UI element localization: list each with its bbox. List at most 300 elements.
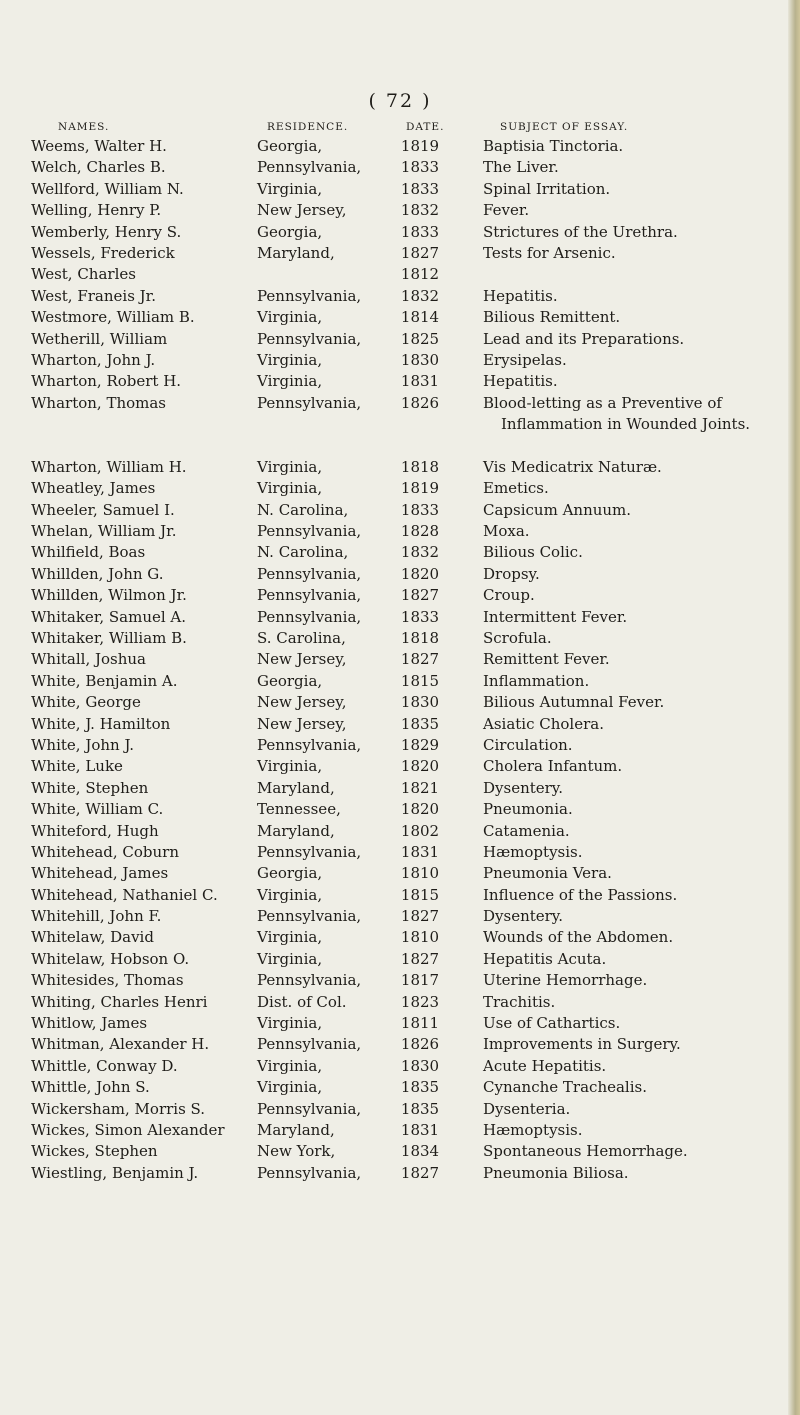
date-cell-text: 1835 bbox=[400, 1099, 440, 1118]
name-cell-text: Whiting, Charles Henri bbox=[31, 992, 208, 1011]
date-cell bbox=[390, 885, 450, 906]
name-cell bbox=[31, 628, 187, 649]
subject-cell-text: Bilious Colic. bbox=[483, 543, 583, 562]
residence-cell-text: New Jersey, bbox=[257, 650, 347, 669]
name-cell bbox=[31, 136, 167, 157]
subject-cell bbox=[483, 1163, 783, 1184]
date-cell bbox=[390, 136, 450, 157]
residence-cell-text: Maryland, bbox=[257, 243, 335, 262]
subject-cell bbox=[483, 478, 783, 499]
residence-cell-text: Virginia, bbox=[257, 179, 323, 198]
name-cell bbox=[31, 585, 187, 606]
residence-cell-text: New York, bbox=[257, 1142, 336, 1161]
residence-cell-text: New Jersey, bbox=[257, 693, 347, 712]
residence-cell bbox=[257, 222, 322, 243]
residence-cell bbox=[257, 756, 322, 777]
subject-cell-text: Spinal Irritation. bbox=[483, 179, 611, 198]
table-row bbox=[0, 136, 790, 157]
date-cell bbox=[390, 607, 450, 628]
subject-cell-text: Use of Cathartics. bbox=[483, 1014, 621, 1033]
subject-cell bbox=[483, 799, 783, 820]
residence-cell bbox=[257, 1056, 322, 1077]
page-number: ( 72 ) bbox=[368, 90, 432, 112]
name-cell-text: Whillden, Wilmon Jr. bbox=[31, 586, 187, 605]
table-row bbox=[0, 992, 790, 1013]
name-cell-text: Wickersham, Morris S. bbox=[31, 1099, 206, 1118]
subject-cell bbox=[483, 607, 783, 628]
date-cell-text: 1832 bbox=[400, 286, 440, 305]
date-cell bbox=[390, 842, 450, 863]
residence-cell bbox=[257, 970, 361, 991]
name-cell bbox=[31, 714, 170, 735]
date-cell bbox=[390, 564, 450, 585]
date-cell-text: 1814 bbox=[400, 308, 440, 327]
name-cell bbox=[31, 778, 148, 799]
date-cell-text: 1802 bbox=[400, 821, 440, 840]
subject-cell bbox=[483, 393, 783, 436]
name-cell bbox=[31, 992, 207, 1013]
residence-cell bbox=[257, 200, 347, 221]
residence-cell-text: Virginia, bbox=[257, 1014, 323, 1033]
residence-cell bbox=[257, 1099, 361, 1120]
date-cell-text: 1833 bbox=[400, 607, 440, 626]
residence-cell-text: Pennsylvania, bbox=[257, 607, 362, 626]
date-cell-text: 1833 bbox=[400, 158, 440, 177]
subject-cell bbox=[483, 307, 783, 328]
name-cell-text: Westmore, William B. bbox=[31, 308, 195, 327]
name-cell-text: Whitaker, Samuel A. bbox=[31, 607, 187, 626]
name-cell-text: Welch, Charles B. bbox=[31, 158, 166, 177]
residence-cell-text: Pennsylvania, bbox=[257, 586, 362, 605]
residence-cell bbox=[257, 1034, 361, 1055]
subject-cell-text: Trachitis. bbox=[483, 992, 556, 1011]
name-cell bbox=[31, 607, 186, 628]
date-cell bbox=[390, 1034, 450, 1055]
table-row bbox=[0, 564, 790, 585]
date-cell-text: 1826 bbox=[400, 1035, 440, 1054]
table-row bbox=[0, 1099, 790, 1120]
subject-cell bbox=[483, 1013, 783, 1034]
name-cell bbox=[31, 157, 166, 178]
name-cell bbox=[31, 735, 134, 756]
name-cell bbox=[31, 756, 123, 777]
subject-cell-text: Hepatitis Acuta. bbox=[483, 949, 607, 968]
date-cell bbox=[390, 906, 450, 927]
residence-cell bbox=[257, 885, 322, 906]
date-cell bbox=[390, 1056, 450, 1077]
date-cell-text: 1823 bbox=[400, 992, 440, 1011]
subject-cell-text: Asiatic Cholera. bbox=[483, 714, 604, 733]
date-cell bbox=[390, 200, 450, 221]
name-cell bbox=[31, 649, 146, 670]
residence-cell bbox=[257, 992, 347, 1013]
name-cell bbox=[31, 885, 218, 906]
table-row bbox=[0, 500, 790, 521]
name-cell bbox=[31, 949, 189, 970]
table-row bbox=[0, 200, 790, 221]
name-cell-text: White, John J. bbox=[31, 735, 135, 754]
date-cell bbox=[390, 1099, 450, 1120]
name-cell-text: Wellford, William N. bbox=[31, 179, 184, 198]
residence-cell bbox=[257, 243, 335, 264]
residence-cell-text: Pennsylvania, bbox=[257, 1163, 362, 1182]
date-cell bbox=[390, 393, 450, 414]
name-cell-text: Whitehead, Coburn bbox=[31, 842, 180, 861]
date-cell-text: 1833 bbox=[400, 500, 440, 519]
subject-cell bbox=[483, 564, 783, 585]
name-cell bbox=[31, 286, 156, 307]
subject-cell-text: Dysentery. bbox=[483, 907, 564, 926]
table-row bbox=[0, 842, 790, 863]
subject-cell bbox=[483, 1056, 783, 1077]
name-cell-text: Weems, Walter H. bbox=[31, 137, 167, 155]
subject-cell-text: Catamenia. bbox=[483, 821, 570, 840]
date-cell bbox=[390, 542, 450, 563]
date-cell bbox=[390, 927, 450, 948]
name-cell-text: Whitehill, John F. bbox=[31, 907, 162, 926]
name-cell bbox=[31, 1099, 205, 1120]
date-cell bbox=[390, 735, 450, 756]
table-row bbox=[0, 542, 790, 563]
name-cell-text: Wetherill, William bbox=[31, 329, 168, 348]
subject-cell-text: Moxa. bbox=[483, 522, 530, 541]
table-row bbox=[0, 264, 790, 285]
subject-cell-text: Dysentery. bbox=[483, 778, 564, 797]
residence-cell-text: Virginia, bbox=[257, 757, 323, 776]
subject-cell bbox=[483, 542, 783, 563]
subject-cell bbox=[483, 1099, 783, 1120]
subject-cell bbox=[483, 521, 783, 542]
name-cell bbox=[31, 1034, 209, 1055]
date-cell bbox=[390, 1141, 450, 1162]
subject-cell bbox=[483, 329, 783, 350]
table-row bbox=[0, 1077, 790, 1098]
table-row bbox=[0, 393, 790, 457]
subject-cell-text: Dysenteria. bbox=[483, 1099, 571, 1118]
name-cell-text: Whitaker, William B. bbox=[31, 629, 187, 647]
date-cell-text: 1821 bbox=[400, 778, 440, 797]
name-cell bbox=[31, 863, 168, 884]
name-cell-text: Whitelaw, David bbox=[31, 928, 154, 947]
name-cell-text: Wheatley, James bbox=[31, 479, 156, 498]
date-cell-text: 1835 bbox=[400, 1078, 440, 1097]
date-cell-text: 1830 bbox=[400, 1056, 440, 1075]
residence-cell-text: Pennsylvania, bbox=[257, 1035, 362, 1054]
subject-cell-text: Hæmoptysis. bbox=[483, 842, 583, 861]
date-cell bbox=[390, 970, 450, 991]
residence-cell bbox=[257, 649, 347, 670]
date-cell bbox=[390, 1013, 450, 1034]
name-cell bbox=[31, 393, 166, 414]
name-cell-text: Wharton, John J. bbox=[31, 350, 156, 369]
name-cell-text: White, William C. bbox=[31, 800, 164, 819]
date-cell-text: 1832 bbox=[400, 543, 440, 562]
residence-cell bbox=[257, 136, 322, 157]
name-cell bbox=[31, 478, 155, 499]
subject-cell-text: Influence of the Passions. bbox=[483, 885, 678, 904]
header-subject: SUBJECT OF ESSAY. bbox=[500, 121, 629, 133]
subject-cell bbox=[483, 179, 783, 200]
name-cell bbox=[31, 692, 141, 713]
date-cell-text: 1818 bbox=[400, 457, 440, 476]
name-cell-text: Wemberly, Henry S. bbox=[31, 222, 182, 241]
residence-cell bbox=[257, 863, 322, 884]
name-cell-text: Whelan, William Jr. bbox=[31, 522, 177, 541]
subject-cell bbox=[483, 863, 783, 884]
subject-cell-text: Cholera Infantum. bbox=[483, 757, 623, 776]
date-cell-text: 1826 bbox=[400, 393, 440, 412]
subject-cell-text: Hepatitis. bbox=[483, 286, 558, 305]
date-cell bbox=[390, 222, 450, 243]
date-cell-text: 1820 bbox=[400, 564, 440, 583]
date-cell-text: 1819 bbox=[400, 479, 440, 498]
name-cell-text: Whitlow, James bbox=[31, 1014, 148, 1033]
name-cell bbox=[31, 457, 187, 478]
residence-cell bbox=[257, 842, 361, 863]
name-cell bbox=[31, 350, 155, 371]
date-cell-text: 1810 bbox=[400, 928, 440, 947]
table-row bbox=[0, 1013, 790, 1034]
name-cell-text: Wharton, Robert H. bbox=[31, 372, 182, 391]
name-cell-text: White, George bbox=[31, 693, 141, 712]
name-cell bbox=[31, 500, 175, 521]
subject-cell-text: The Liver. bbox=[483, 158, 559, 177]
name-cell bbox=[31, 970, 184, 991]
date-cell bbox=[390, 179, 450, 200]
name-cell-text: Whillden, John G. bbox=[31, 564, 164, 583]
table-row bbox=[0, 1034, 790, 1055]
table-row bbox=[0, 863, 790, 884]
name-cell-text: Whitehead, James bbox=[31, 864, 169, 883]
name-cell bbox=[31, 179, 184, 200]
table-row bbox=[0, 307, 790, 328]
residence-cell-text: Tennessee, bbox=[257, 800, 341, 819]
subject-cell bbox=[483, 671, 783, 692]
table-row bbox=[0, 585, 790, 606]
table-row bbox=[0, 671, 790, 692]
residence-cell-text: Pennsylvania, bbox=[257, 735, 362, 754]
name-cell-text: Wessels, Frederick bbox=[31, 243, 175, 262]
table-row bbox=[0, 457, 790, 478]
table-row bbox=[0, 243, 790, 264]
residence-cell bbox=[257, 799, 341, 820]
name-cell bbox=[31, 329, 167, 350]
name-cell-text: Whittle, Conway D. bbox=[31, 1056, 178, 1075]
subject-cell bbox=[483, 649, 783, 670]
name-cell bbox=[31, 1120, 225, 1141]
table-row bbox=[0, 628, 790, 649]
residence-cell-text: Dist. of Col. bbox=[257, 992, 347, 1011]
name-cell bbox=[31, 222, 181, 243]
residence-cell bbox=[257, 564, 361, 585]
date-cell bbox=[390, 157, 450, 178]
residence-cell bbox=[257, 607, 361, 628]
date-cell-text: 1810 bbox=[400, 864, 440, 883]
subject-cell bbox=[483, 1141, 783, 1162]
date-cell-text: 1827 bbox=[400, 650, 440, 669]
name-cell-text: Wharton, William H. bbox=[31, 457, 187, 476]
name-cell bbox=[31, 927, 154, 948]
subject-cell-text: Spontaneous Hemorrhage. bbox=[483, 1142, 688, 1161]
residence-cell bbox=[257, 692, 347, 713]
subject-cell-text: Cynanche Trachealis. bbox=[483, 1078, 647, 1097]
subject-cell bbox=[483, 585, 783, 606]
date-cell-text: 1820 bbox=[400, 800, 440, 819]
date-cell-text: 1815 bbox=[400, 671, 440, 690]
residence-cell-text: Virginia, bbox=[257, 479, 323, 498]
date-cell bbox=[390, 478, 450, 499]
residence-cell-text: Pennsylvania, bbox=[257, 329, 362, 348]
residence-cell-text: Pennsylvania, bbox=[257, 907, 362, 926]
table-row bbox=[0, 179, 790, 200]
name-cell-text: Whitman, Alexander H. bbox=[31, 1035, 210, 1054]
subject-cell-text: Tests for Arsenic. bbox=[483, 243, 616, 262]
subject-cell bbox=[483, 243, 783, 264]
residence-cell bbox=[257, 307, 322, 328]
residence-cell bbox=[257, 1077, 322, 1098]
subject-cell-text: Fever. bbox=[483, 201, 530, 220]
subject-cell-text: Pneumonia Biliosa. bbox=[483, 1163, 629, 1182]
subject-cell-text: Erysipelas. bbox=[483, 350, 567, 369]
table-row bbox=[0, 692, 790, 713]
residence-cell bbox=[257, 906, 361, 927]
subject-cell bbox=[483, 927, 783, 948]
date-cell bbox=[390, 1120, 450, 1141]
date-cell bbox=[390, 863, 450, 884]
date-cell bbox=[390, 371, 450, 392]
residence-cell-text: Pennsylvania, bbox=[257, 522, 362, 541]
name-cell bbox=[31, 307, 195, 328]
residence-cell-text: N. Carolina, bbox=[257, 543, 349, 562]
residence-cell-text: Virginia, bbox=[257, 350, 323, 369]
date-cell bbox=[390, 243, 450, 264]
table-row bbox=[0, 1163, 790, 1184]
residence-cell bbox=[257, 949, 322, 970]
residence-cell bbox=[257, 329, 361, 350]
residence-cell bbox=[257, 714, 347, 735]
subject-cell bbox=[483, 821, 783, 842]
date-cell bbox=[390, 628, 450, 649]
header-names: NAMES. bbox=[58, 121, 110, 133]
residence-cell bbox=[257, 1120, 335, 1141]
subject-cell bbox=[483, 692, 783, 713]
residence-cell bbox=[257, 542, 348, 563]
date-cell-text: 1834 bbox=[400, 1142, 440, 1161]
table-row bbox=[0, 970, 790, 991]
subject-cell bbox=[483, 778, 783, 799]
residence-cell-text: Pennsylvania, bbox=[257, 393, 362, 412]
date-cell-text: 1818 bbox=[400, 629, 440, 647]
subject-cell-text: Blood-letting as a Preventive of bbox=[483, 393, 722, 412]
residence-cell bbox=[257, 478, 322, 499]
table-row bbox=[0, 885, 790, 906]
date-cell-text: 1831 bbox=[400, 372, 440, 391]
residence-cell bbox=[257, 457, 322, 478]
residence-cell-text: Virginia, bbox=[257, 928, 323, 947]
residence-cell bbox=[257, 500, 348, 521]
residence-cell-text: Pennsylvania, bbox=[257, 564, 362, 583]
date-cell bbox=[390, 521, 450, 542]
table-row bbox=[0, 927, 790, 948]
date-cell-text: 1827 bbox=[400, 907, 440, 926]
subject-cell-text: Improvements in Surgery. bbox=[483, 1035, 681, 1054]
subject-cell bbox=[483, 1077, 783, 1098]
table-row bbox=[0, 949, 790, 970]
name-cell bbox=[31, 264, 136, 285]
name-cell-text: White, Benjamin A. bbox=[31, 671, 178, 690]
name-cell-text: Whitelaw, Hobson O. bbox=[31, 949, 190, 968]
table-row bbox=[0, 649, 790, 670]
name-cell-text: White, J. Hamilton bbox=[31, 714, 171, 733]
name-cell bbox=[31, 1013, 147, 1034]
subject-cell-text: Uterine Hemorrhage. bbox=[483, 971, 648, 990]
date-cell-text: 1825 bbox=[400, 329, 440, 348]
subject-cell-text: Bilious Remittent. bbox=[483, 308, 621, 327]
date-cell bbox=[390, 714, 450, 735]
residence-cell-text: Virginia, bbox=[257, 308, 323, 327]
date-cell-text: 1827 bbox=[400, 586, 440, 605]
table-row bbox=[0, 286, 790, 307]
residence-cell bbox=[257, 628, 346, 649]
residence-cell-text: New Jersey, bbox=[257, 201, 347, 220]
date-cell-text: 1833 bbox=[400, 222, 440, 241]
residence-cell-text: Virginia, bbox=[257, 885, 323, 904]
subject-cell bbox=[483, 286, 783, 307]
date-cell-text: 1827 bbox=[400, 243, 440, 262]
subject-cell-text: Scrofula. bbox=[483, 629, 552, 647]
residence-cell-text: Virginia, bbox=[257, 1056, 323, 1075]
residence-cell bbox=[257, 1163, 361, 1184]
date-cell-text: 1812 bbox=[400, 265, 440, 284]
date-cell-text: 1827 bbox=[400, 1163, 440, 1182]
date-cell-text: 1817 bbox=[400, 971, 440, 990]
register-table bbox=[0, 136, 790, 1184]
date-cell bbox=[390, 350, 450, 371]
subject-cell bbox=[483, 970, 783, 991]
name-cell-text: Wickes, Simon Alexander bbox=[31, 1120, 225, 1139]
subject-cell bbox=[483, 157, 783, 178]
table-row bbox=[0, 157, 790, 178]
name-cell bbox=[31, 821, 159, 842]
residence-cell-text: S. Carolina, bbox=[257, 629, 346, 647]
residence-cell-text: Virginia, bbox=[257, 372, 323, 391]
residence-cell bbox=[257, 585, 361, 606]
subject-cell bbox=[483, 714, 783, 735]
name-cell bbox=[31, 243, 175, 264]
residence-cell bbox=[257, 157, 361, 178]
header-date: DATE. bbox=[406, 121, 445, 133]
subject-cell bbox=[483, 1120, 783, 1141]
subject-cell bbox=[483, 1034, 783, 1055]
name-cell bbox=[31, 842, 179, 863]
table-row bbox=[0, 222, 790, 243]
date-cell bbox=[390, 992, 450, 1013]
subject-cell-text: Strictures of the Urethra. bbox=[483, 222, 678, 241]
residence-cell bbox=[257, 521, 361, 542]
date-cell bbox=[390, 756, 450, 777]
date-cell-text: 1831 bbox=[400, 842, 440, 861]
date-cell-text: 1835 bbox=[400, 714, 440, 733]
subject-cell-text: Lead and its Preparations. bbox=[483, 329, 685, 348]
subject-cell-text: Bilious Autumnal Fever. bbox=[483, 693, 665, 712]
name-cell bbox=[31, 1077, 150, 1098]
table-row bbox=[0, 329, 790, 350]
residence-cell-text: Virginia, bbox=[257, 1078, 323, 1097]
date-cell-text: 1811 bbox=[400, 1014, 440, 1033]
subject-cell-text: Vis Medicatrix Naturæ. bbox=[483, 457, 662, 476]
residence-cell-text: Pennsylvania, bbox=[257, 158, 362, 177]
table-row bbox=[0, 906, 790, 927]
